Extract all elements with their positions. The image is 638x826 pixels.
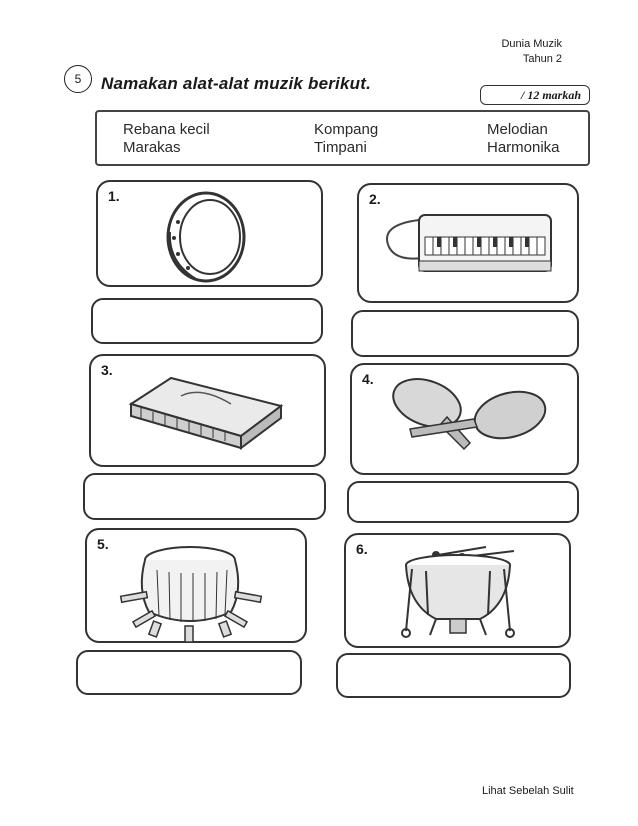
question-number: 5 (64, 65, 92, 93)
kompang-icon (87, 530, 309, 645)
card-number: 5. (97, 536, 109, 552)
card-number: 3. (101, 362, 113, 378)
word-bank-column-1 (123, 121, 210, 157)
card-number: 2. (369, 191, 381, 207)
card-number: 6. (356, 541, 368, 557)
instrument-card-6 (344, 533, 571, 648)
word-bank-item: Rebana kecil (123, 121, 210, 138)
timpani-icon (346, 535, 573, 650)
card-number: 1. (108, 188, 120, 204)
header-grade: Tahun 2 (522, 53, 562, 65)
answer-box-6[interactable] (336, 653, 571, 698)
card-number: 4. (362, 371, 374, 387)
answer-box-2[interactable] (351, 310, 579, 357)
instrument-card-1 (96, 180, 323, 287)
harmonika-icon (91, 356, 328, 469)
answer-box-3[interactable] (83, 473, 326, 520)
marks-box: / 12 markah (480, 85, 590, 105)
word-bank-item: Harmonika (487, 139, 560, 156)
footer-note: Lihat Sebelah Sulit (482, 785, 574, 797)
word-bank-item: Melodian (487, 121, 548, 138)
word-bank-item: Marakas (123, 139, 181, 156)
header-subject: Dunia Muzik (501, 38, 562, 50)
answer-box-4[interactable] (347, 481, 579, 523)
answer-box-5[interactable] (76, 650, 302, 695)
word-bank-item: Kompang (314, 121, 379, 138)
question-instruction: Namakan alat-alat muzik berikut. (101, 74, 371, 93)
word-bank-column-3 (487, 121, 560, 157)
instrument-card-5 (85, 528, 307, 643)
rebana-icon (98, 182, 325, 289)
instrument-card-4 (350, 363, 579, 475)
answer-box-1[interactable] (91, 298, 323, 344)
instrument-card-3 (89, 354, 326, 467)
marakas-icon (352, 365, 581, 477)
word-bank (95, 110, 590, 166)
melodian-icon (359, 185, 581, 305)
instrument-card-2 (357, 183, 579, 303)
word-bank-item: Timpani (314, 139, 367, 156)
word-bank-column-2 (314, 121, 378, 157)
